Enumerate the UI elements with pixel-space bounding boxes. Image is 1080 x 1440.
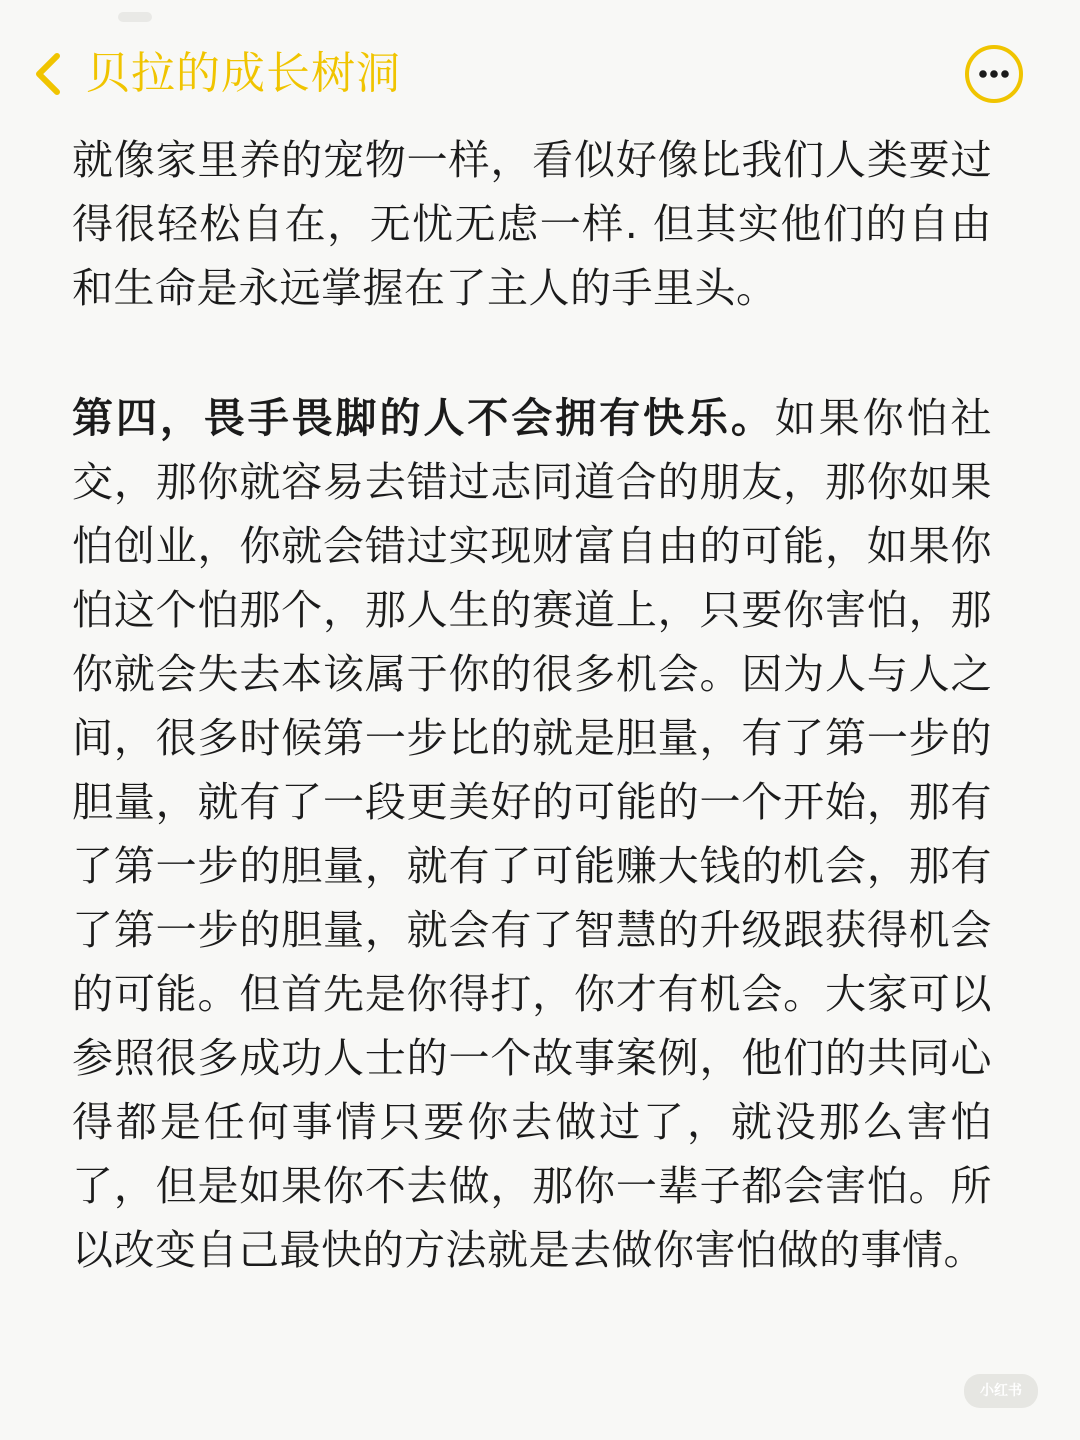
paragraph-2 <box>72 386 992 1282</box>
back-button[interactable] <box>28 50 68 98</box>
page-title: 贝拉的成长树洞 <box>86 48 401 99</box>
more-horizontal-icon <box>964 44 1024 104</box>
chevron-left-icon <box>28 50 68 98</box>
paragraph-2-body: 如果你怕社交，那你就容易去错过志同道合的朋友，那你如果怕创业，你就会错过实现财富自由的可能，如果你怕这个怕那个，那人生的赛道上，只要你害怕，那你就会失去本该属于你的很多机会。因为人与人之间，很多时候第一步比的就是胆量，有了第一步的胆量，就有了一段更美好的可能的一个开始，那有了第一步的胆量，就有了可能赚大钱的机会，那有了第一步的胆量，就会有了智慧的升级跟获得机会的可能。但首先是你得打，你才有机会。大家可以参照很多成功人士的一个故事案例，他们的共同心得都是任何事情只要你去做过了，就没那么害怕了，但是如果你不去做，那你一辈子都会害怕。所以改变自己最快的方法就是去做你害怕做的事情。 <box>72 394 993 1274</box>
paragraph-1: 就像家里养的宠物一样，看似好像比我们人类要过得很轻松自在，无忧无虑一样. 但其实他们的自由和生命是永远掌握在了主人的手里头。 <box>72 136 992 312</box>
status-bar-blur <box>118 12 152 22</box>
watermark-logo: 小红书 <box>964 1374 1038 1408</box>
note-content <box>72 128 992 1282</box>
nav-bar <box>0 34 1080 114</box>
paragraph-2-lead: 第四，畏手畏脚的人不会拥有快乐。 <box>72 394 775 442</box>
more-button[interactable] <box>964 44 1024 104</box>
